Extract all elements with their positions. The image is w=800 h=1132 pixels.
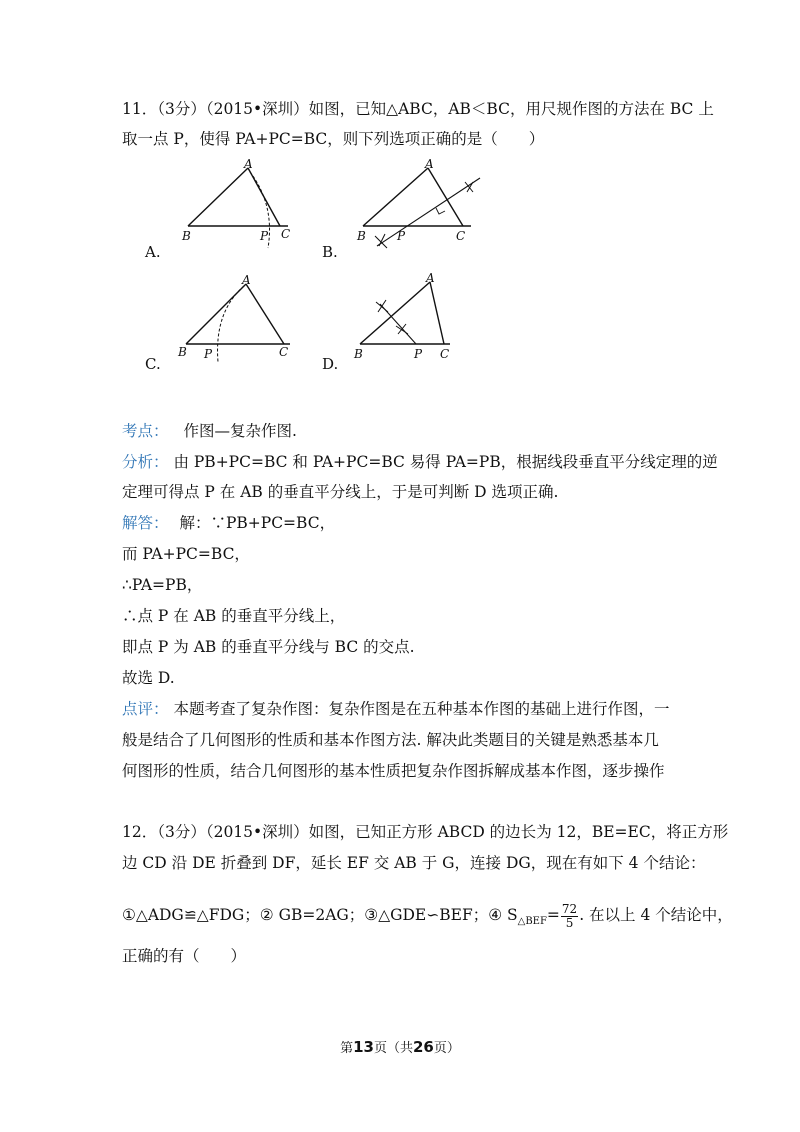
label-a: A bbox=[242, 273, 251, 287]
dianping-line3: 何图形的性质，结合几何图形的基本性质把复杂作图拆解成基本作图，逐步操作 bbox=[122, 762, 665, 780]
q12-stem-line3 bbox=[122, 900, 733, 937]
label-c: C bbox=[456, 229, 466, 243]
q12-stem-line1: 12．（3分）（2015•深圳）如图，已知正方形 ABCD 的边长为 12，BE=EC，将正方形 bbox=[122, 823, 729, 841]
total-pages: 26 bbox=[413, 1038, 434, 1056]
q12-stem-line4: 正确的有（ ） bbox=[122, 947, 247, 965]
dianping-row bbox=[122, 699, 669, 719]
label-p: P bbox=[397, 229, 406, 243]
equals-sign: = bbox=[546, 906, 560, 924]
figure-option-b bbox=[355, 157, 485, 259]
page-footer bbox=[0, 1037, 800, 1056]
area-subscript: △BEF bbox=[517, 916, 547, 928]
fraction-denominator: 5 bbox=[565, 915, 574, 930]
label-c: C bbox=[440, 347, 450, 361]
fenxi-row bbox=[122, 452, 718, 472]
fenxi-label: 分析： bbox=[122, 453, 169, 471]
solution-line: ∴PA=PB， bbox=[122, 576, 203, 594]
label-b: B bbox=[357, 229, 366, 243]
solution-line: 即点 P 为 AB 的垂直平分线与 BC 的交点. bbox=[122, 638, 415, 656]
label-a: A bbox=[425, 157, 434, 171]
jieda-text: 解：∵PB+PC=BC， bbox=[179, 514, 336, 532]
solution-line: 故选 D. bbox=[122, 669, 175, 687]
q12-conclusions: ①△ADG≌△FDG；② GB=2AG；③△GDE∽BEF；④ S bbox=[122, 906, 518, 924]
footer-post: 页） bbox=[433, 1041, 460, 1056]
option-c-label: C. bbox=[145, 355, 161, 373]
label-b: B bbox=[354, 347, 363, 361]
jieda-row bbox=[122, 513, 335, 533]
label-b: B bbox=[182, 229, 191, 243]
label-p: P bbox=[204, 347, 213, 361]
dianping-label: 点评： bbox=[122, 700, 169, 718]
q12-stem-line2: 边 CD 沿 DE 折叠到 DF，延长 EF 交 AB 于 G，连接 DG，现在有如下 4 个结论： bbox=[122, 854, 706, 872]
label-c: C bbox=[281, 227, 291, 241]
label-b: B bbox=[178, 345, 187, 359]
dianping-line2: 般是结合了几何图形的性质和基本作图方法. 解决此类题目的关键是熟悉基本几 bbox=[122, 731, 659, 749]
q11-stem-line2: 取一点 P，使得 PA+PC=BC，则下列选项正确的是（ ） bbox=[122, 130, 545, 148]
figure-option-a bbox=[180, 157, 300, 259]
fenxi-line2: 定理可得点 P 在 AB 的垂直平分线上，于是可判断 D 选项正确. bbox=[122, 483, 559, 501]
fraction bbox=[561, 903, 578, 930]
label-a: A bbox=[244, 157, 253, 171]
label-p: P bbox=[414, 347, 423, 361]
label-a: A bbox=[426, 271, 435, 285]
jieda-label: 解答： bbox=[122, 514, 169, 532]
figure-option-d bbox=[352, 272, 472, 371]
label-c: C bbox=[279, 345, 289, 359]
kaodian-label: 考点： bbox=[122, 422, 169, 440]
dianping-line1: 本题考查了复杂作图：复杂作图是在五种基本作图的基础上进行作图，一 bbox=[173, 700, 670, 718]
solution-line: 而 PA+PC=BC， bbox=[122, 545, 250, 563]
q11-stem-line1: 11．（3分）（2015•深圳）如图，已知△ABC，AB＜BC，用尺规作图的方法在 BC 上 bbox=[122, 100, 714, 118]
label-p: P bbox=[260, 229, 269, 243]
q12-conclusions-tail: . 在以上 4 个结论中， bbox=[579, 906, 733, 924]
fenxi-line1: 由 PB+PC=BC 和 PA+PC=BC 易得 PA=PB，根据线段垂直平分线定理的逆 bbox=[173, 453, 718, 471]
kaodian-text: 作图—复杂作图. bbox=[183, 422, 297, 440]
footer-pre: 第 bbox=[340, 1041, 354, 1056]
footer-mid: 页（共 bbox=[373, 1041, 413, 1056]
page-number: 13 bbox=[353, 1038, 374, 1056]
solution-line: ∴点 P 在 AB 的垂直平分线上， bbox=[122, 607, 346, 625]
option-b-label: B. bbox=[322, 243, 338, 261]
figure-option-c bbox=[178, 272, 308, 371]
kaodian-row bbox=[122, 421, 297, 441]
option-d-label: D. bbox=[322, 355, 339, 373]
fraction-numerator: 72 bbox=[561, 901, 578, 916]
option-a-label: A. bbox=[145, 243, 161, 261]
